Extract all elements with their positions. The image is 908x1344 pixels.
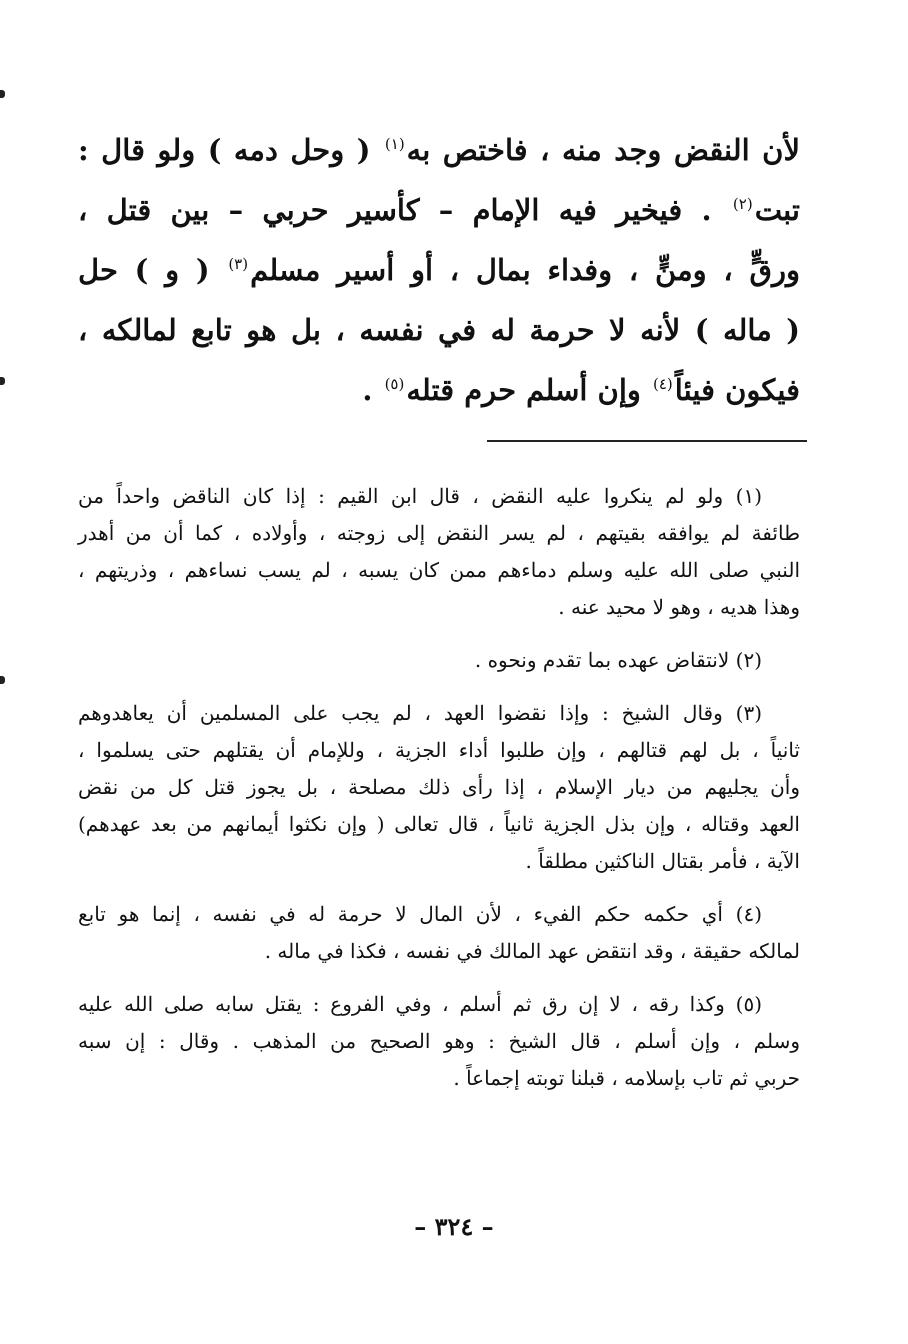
- text-segment: وإن أسلم حرم قتله: [406, 373, 651, 407]
- text-segment: ( وحل دمه ) ولو قال :: [78, 133, 383, 167]
- footnote-line: طائفة لم يوافقه بقيتهم ، لم يسر النقض إلى زوجته ، وأولاده ، كما أن من أهدر: [78, 521, 800, 545]
- footnote-line: وسلم ، وإن أسلم ، قال الشيخ : وهو الصحيح من المذهب . وقال : إن سبه: [78, 1029, 800, 1053]
- scan-margin-mark: [0, 90, 5, 98]
- text-segment: تبت: [754, 193, 800, 227]
- footnote-line: (٣) وقال الشيخ : وإذا نقضوا العهد ، لم يجب على المسلمين أن يعاهدوهم: [78, 701, 762, 725]
- footnote-line: (١) ولو لم ينكروا عليه النقض ، قال ابن القيم : إذا كان الناقض واحداً من: [78, 484, 762, 508]
- text-segment: ( و ) حل: [78, 253, 227, 287]
- footnote-line: حربي ثم تاب بإسلامه ، قبلنا توبته إجماعاً .: [453, 1066, 800, 1090]
- main-line: [78, 240, 800, 300]
- footnote-2: [78, 642, 800, 679]
- footnote-line: النبي صلى الله عليه وسلم دماءهم ممن كان يسبه ، لم يسب نساءهم ، وذريتهم ،: [78, 558, 800, 582]
- footnote-ref[interactable]: (٢): [732, 195, 753, 214]
- main-line: [78, 300, 800, 360]
- text-segment: ورقٍّ ، ومنٍّ ، وفداء بمال ، أو أسير مسلم: [250, 253, 800, 287]
- text-segment: .: [362, 373, 383, 407]
- text-segment: . فيخير فيه الإمام – كأسير حربي – بين قتل ،: [78, 193, 731, 227]
- footnote-line: (٢) لانتقاض عهده بما تقدم ونحوه .: [474, 648, 762, 672]
- footnote-line: وهذا هديه ، وهو لا محيد عنه .: [558, 595, 800, 619]
- footnote-separator: [487, 440, 807, 442]
- footnote-line: لمالكه حقيقة ، وقد انتقض عهد المالك في نفسه ، فكذا في ماله .: [264, 939, 800, 963]
- main-line: [78, 180, 800, 240]
- footnote-5: [78, 986, 800, 1097]
- footnote-ref[interactable]: (٣): [228, 255, 249, 274]
- text-segment: فيكون فيئاً: [674, 373, 800, 407]
- scan-margin-mark: [0, 377, 5, 385]
- main-line: [78, 120, 800, 180]
- main-line: [78, 360, 800, 420]
- footnote-line: الآية ، فأمر بقتال الناكثين مطلقاً .: [525, 849, 800, 873]
- main-text: [78, 120, 800, 420]
- footnote-1: [78, 478, 800, 626]
- footnote-line: ثانياً ، بل لهم قتالهم ، وإن طلبوا أداء الجزية ، وللإمام أن يقتلهم حتى يسلموا ،: [78, 738, 800, 762]
- footnote-ref[interactable]: (١): [384, 135, 405, 154]
- page-number: – ٣٢٤ –: [414, 1212, 494, 1241]
- footnote-line: (٤) أي حكمه حكم الفيء ، لأن المال لا حرمة له في نفسه ، إنما هو تابع: [78, 902, 762, 926]
- footnote-line: وأن يجليهم من ديار الإسلام ، إذا رأى ذلك مصلحة ، بل يجوز قتل كل من نقض: [78, 775, 800, 799]
- footnote-line: (٥) وكذا رقه ، لا إن رق ثم أسلم ، وفي الفروع : يقتل سابه صلى الله عليه: [78, 992, 762, 1016]
- footnote-4: [78, 896, 800, 970]
- footnote-ref[interactable]: (٥): [384, 375, 405, 394]
- footnote-line: العهد وقتاله ، وإن بذل الجزية ثانياً ، قال تعالى ( وإن نكثوا أيمانهم من بعد عهدهم): [78, 812, 800, 836]
- footnote-ref[interactable]: (٤): [653, 375, 673, 394]
- footnote-3: [78, 695, 800, 880]
- text-segment: لأن النقض وجد منه ، فاختص به: [406, 133, 801, 167]
- text-segment: ( ماله ) لأنه لا حرمة له في نفسه ، بل هو تابع لمالكه ،: [78, 313, 800, 347]
- footnotes: [78, 478, 800, 1113]
- scan-margin-mark: [0, 676, 5, 684]
